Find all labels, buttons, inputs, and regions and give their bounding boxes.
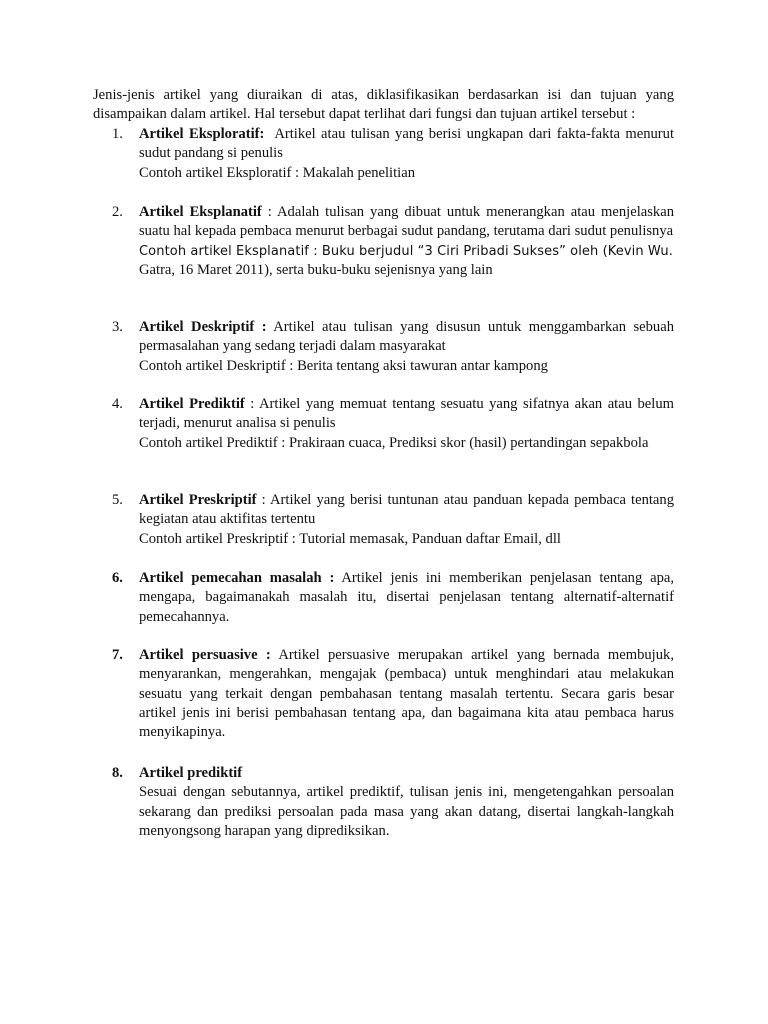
list-item-number: 8. bbox=[112, 765, 123, 781]
list-item-description: : Artikel yang berisi tuntunan atau panduan kepada pembaca tentang kegiatan atau aktifitas tertentu bbox=[139, 492, 674, 528]
list-item-title: Artikel Eksplanatif bbox=[139, 204, 262, 220]
list-item-title: Artikel persuasive : bbox=[139, 647, 271, 663]
list-item-body bbox=[139, 203, 674, 280]
list-item-number: 6. bbox=[112, 570, 123, 586]
list-item-title: Artikel Preskriptif bbox=[139, 492, 257, 508]
list-item-example: Contoh artikel Eksploratif : Makalah penelitian bbox=[139, 164, 415, 181]
list-item-body bbox=[139, 318, 674, 376]
list-item-example: Contoh artikel Deskriptif : Berita tentang aksi tawuran antar kampong bbox=[139, 357, 548, 374]
list-item-body bbox=[139, 125, 674, 183]
list-item-description: : Artikel yang memuat tentang sesuatu yang sifatnya akan atau belum terjadi, menurut analisa si penulis bbox=[139, 396, 674, 432]
list-item-description: Sesuai dengan sebutannya, artikel prediktif, tulisan jenis ini, mengetengahkan persoalan sekarang dan prediksi persoalan pada masa yang akan datang, disertai langkah-langkah menyongsong harapan yang diprediksikan. bbox=[139, 784, 674, 839]
list-item-number: 4. bbox=[112, 396, 123, 412]
list-item-number: 5. bbox=[112, 492, 123, 508]
list-item-description: Artikel atau tulisan yang berisi ungkapan dari fakta-fakta menurut sudut pandang si penulis bbox=[139, 126, 674, 162]
list-item-title: Artikel Eksploratif: bbox=[139, 126, 265, 142]
list-item-title: Artikel pemecahan masalah : bbox=[139, 570, 335, 586]
list-item-body bbox=[139, 569, 674, 627]
intro-paragraph bbox=[93, 86, 674, 125]
list-item-title: Artikel Deskriptif : bbox=[139, 319, 267, 335]
list-item-body bbox=[139, 764, 674, 841]
list-item-body bbox=[139, 646, 674, 742]
list-item-number: 2. bbox=[112, 204, 123, 220]
list-item-number: 1. bbox=[112, 126, 123, 142]
list-item-title: Artikel prediktif bbox=[139, 765, 243, 781]
list-item-number: 7. bbox=[112, 647, 123, 663]
list-item-body bbox=[139, 395, 674, 453]
list-item-example-continued: Gatra, 16 Maret 2011), serta buku-buku sejenisnya yang lain bbox=[139, 261, 493, 278]
list-item-number: 3. bbox=[112, 319, 123, 335]
list-item-description: Artikel jenis ini memberikan penjelasan tentang apa, mengapa, bagaimanakah masalah itu, disertai penjelasan tentang alternatif-alternatif pemecahannya. bbox=[139, 570, 674, 625]
list-item-example: Contoh artikel Eksplanatif : Buku berjudul “3 Ciri Pribadi Sukses” oleh (Kevin Wu. bbox=[139, 243, 673, 259]
list-item-example: Contoh artikel Prediktif : Prakiraan cuaca, Prediksi skor (hasil) pertandingan sepakbola bbox=[139, 434, 649, 451]
list-item-description: Artikel persuasive merupakan artikel yang bernada membujuk, menyarankan, mengerahkan, mengajak (pembaca) untuk menghindari atau melakukan sesuatu yang terkait dengan pembahasan tentang masalah tertentu. Secara garis besar artikel jenis ini berisi pembahasan tentang apa, dan bagaimana kita atau pembaca harus menyikapinya. bbox=[139, 647, 674, 741]
list-item-description: : Adalah tulisan yang dibuat untuk menerangkan atau menjelaskan suatu hal kepada pembaca menurut berbagai sudut pandang, terutama dari sudut penulisnya bbox=[139, 204, 674, 240]
intro-line-2: disampaikan dalam artikel. Hal tersebut dapat terlihat dari fungsi dan tujuan artikel tersebut : bbox=[93, 106, 636, 123]
list-item-body bbox=[139, 491, 674, 549]
list-item-title: Artikel Prediktif bbox=[139, 396, 245, 412]
list-item-description: Artikel atau tulisan yang disusun untuk menggambarkan sebuah permasalahan yang sedang terjadi dalam masyarakat bbox=[139, 319, 674, 355]
intro-line-1: Jenis-jenis artikel yang diuraikan di atas, diklasifikasikan berdasarkan isi dan tujuan yang bbox=[93, 87, 674, 103]
list-item-example: Contoh artikel Preskriptif : Tutorial memasak, Panduan daftar Email, dll bbox=[139, 530, 561, 547]
